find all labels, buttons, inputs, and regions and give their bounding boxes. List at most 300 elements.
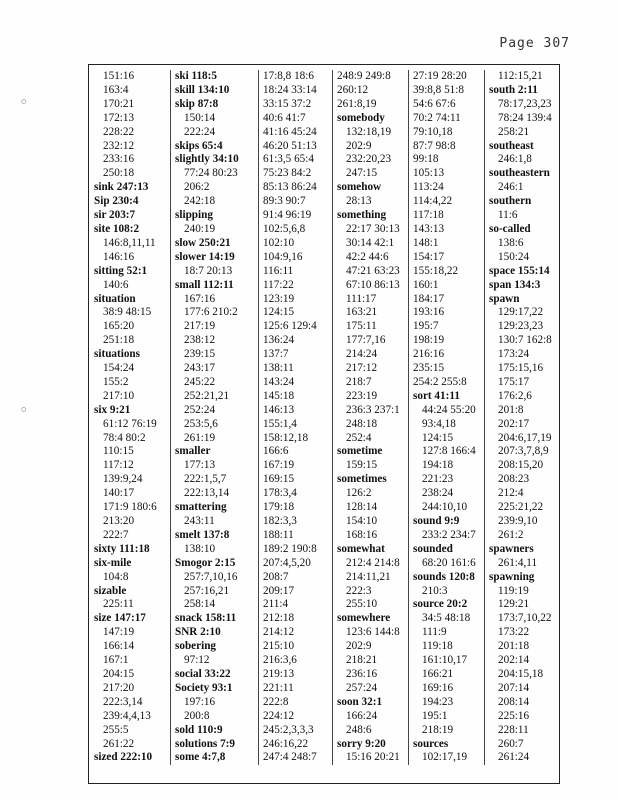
page-reference: 116:11 [263,264,294,277]
page-reference: 253:5,6 [184,417,218,430]
page-reference: 212:4 [498,487,524,500]
page-reference: 41:16 45:24 [263,125,317,138]
page-reference: 247:4 248:7 [263,751,317,764]
page-reference: 254:2 255:8 [413,375,467,388]
index-term: south 2:11 [489,83,538,96]
page-reference: 239:15 [184,348,216,361]
page-reference: 207:3,7,8,9 [498,445,549,458]
page-reference: 30:14 42:1 [346,236,395,249]
page-reference: 209:17 [263,584,295,597]
page-reference: 208:14 [498,695,530,708]
page-reference: 248:18 [346,417,378,430]
page-reference: 165:20 [103,320,135,333]
page-reference: 18:7 20:13 [184,264,233,277]
index-term: soon 32:1 [337,695,383,708]
page-reference: 160:1 [413,278,439,291]
page-reference: 129:23,23 [498,320,544,333]
page-reference: 182:3,3 [263,515,297,527]
page-reference: 154:24 [103,362,135,375]
page-reference: 232:20,23 [346,153,392,166]
page-reference: 236:16 [346,667,378,680]
index-term: somewhat [337,542,385,555]
page-reference: 150:14 [184,111,216,124]
page-reference: 211:4 [263,598,289,611]
index-term: southeast [489,139,534,152]
page-reference: 239:9,10 [498,515,538,527]
index-term: six-mile [94,556,132,569]
page-reference: 166:24 [346,709,378,722]
page-reference: 159:15 [346,459,378,472]
page-reference: 221:11 [263,681,294,694]
page-reference: 261:22 [103,737,135,750]
index-term: sort 41:11 [413,389,460,402]
page-reference: 27:19 28:20 [413,70,467,82]
page-reference: 104:8 [103,570,129,583]
page-reference: 201:8 [498,403,524,416]
page-reference: 206:2 [184,181,210,194]
page-reference: 218:7 [346,375,372,388]
page-reference: 232:12 [103,139,135,152]
page-reference: 143:13 [413,222,445,235]
page-reference: 225:21,22 [498,501,544,514]
page-reference: 102:10 [263,236,295,249]
index-term: spawners [489,542,534,555]
index-column [94,70,166,765]
page-reference: 139:9,24 [103,473,143,486]
page-reference: 173:7,10,22 [498,612,552,625]
page-reference: 244:10,10 [422,501,468,514]
page-reference: 34:5 48:18 [422,612,471,625]
page-reference: 252:24 [184,403,216,416]
index-term: space 155:14 [489,264,550,277]
page-reference: 246:1 [498,181,524,194]
page-reference: 208:7 [263,570,289,583]
page-reference: 15:16 20:21 [346,751,400,764]
page-reference: 166:21 [422,667,454,680]
page-reference: 143:24 [263,375,295,388]
page-reference: 136:24 [263,334,295,347]
page-reference: 44:24 55:20 [422,403,476,416]
page-reference: 222:3 [346,584,372,597]
page-reference: 140:17 [103,487,135,500]
page-reference: 216:3,6 [263,654,297,667]
page-reference: 200:8 [184,709,210,722]
index-term: Sip 230:4 [94,195,139,208]
page-reference: 78:17,23,23 [498,97,552,110]
index-term: slow 250:21 [175,236,231,249]
page-reference: 257:7,10,16 [184,570,238,583]
page-reference: 204:6,17,19 [498,431,552,444]
page-reference: 238:12 [184,334,216,347]
page-reference: 246:1,8 [498,153,532,166]
page-reference: 184:17 [413,292,445,305]
page-reference: 166:6 [263,445,289,458]
index-term: six 9:21 [94,403,131,416]
page-reference: 112:15,21 [498,70,543,82]
index-term: social 33:22 [175,667,231,680]
page-reference: 242:18 [184,195,216,208]
index-term: sometimes [337,473,387,486]
page-reference: 217:10 [103,389,135,402]
page-reference: 260:7 [498,737,524,750]
page-reference: 198:19 [413,334,445,347]
page-reference: 124:15 [263,306,295,319]
punch-mark: ⸰ [20,403,28,418]
page-reference: 258:14 [184,598,216,611]
index-term: snack 158:11 [175,612,237,625]
page-reference: 216:16 [413,348,445,361]
page-reference: 252:21,21 [184,389,230,402]
page-reference: 194:18 [422,459,454,472]
index-term: Smogor 2:15 [175,556,236,569]
page-reference: 261:2 [498,528,524,541]
index-term: skips 65:4 [175,139,223,152]
page-reference: 214:12 [263,626,295,639]
index-term: sometime [337,445,383,458]
index-term: somehow [337,181,382,194]
page-reference: 70:2 74:11 [413,111,461,124]
page-reference: 91:4 96:19 [263,209,312,222]
index-term: sink 247:13 [94,181,149,194]
page-reference: 243:17 [184,362,216,375]
index-term: sorry 9:20 [337,737,386,750]
page-reference: 222:24 [184,125,216,138]
page-reference: 250:18 [103,167,135,180]
page-reference: 22:17 30:13 [346,222,400,235]
index-term: spawn [489,292,520,305]
index-term: sizable [94,584,127,597]
page-reference: 150:24 [498,250,530,263]
page-reference: 102:5,6,8 [263,222,306,235]
page-reference: 236:3 237:1 [346,403,400,416]
page-reference: 208:23 [498,473,530,486]
page-reference: 140:6 [103,278,129,291]
page-reference: 132:18,19 [346,125,392,138]
page-reference: 138:10 [184,542,216,555]
page-reference: 212:18 [263,612,295,625]
page-reference: 171:9 180:6 [103,501,157,514]
index-term: Society 93:1 [175,681,233,694]
page-reference: 219:13 [263,667,295,680]
page-reference: 217:12 [346,362,378,375]
page-reference: 261:4,11 [498,556,538,569]
index-term: sobering [175,640,217,653]
index-term: solutions 7:9 [175,737,235,750]
index-term: so-called [489,222,531,235]
index-term: sitting 52:1 [94,264,148,277]
page-reference: 68:20 161:6 [422,556,476,569]
page-reference: 194:23 [422,695,454,708]
page-reference: 207:14 [498,681,530,694]
page-reference: 155:18,22 [413,264,459,277]
page-reference: 46:20 51:13 [263,139,317,152]
index-term: slower 14:19 [175,250,235,263]
index-term: slightly 34:10 [175,153,239,166]
index-term: sold 110:9 [175,723,223,736]
page-reference: 123:19 [263,292,295,305]
page-reference: 222:8 [263,695,289,708]
page-reference: 39:8,8 51:8 [413,83,464,96]
page-reference: 161:10,17 [422,654,468,667]
page-reference: 258:21 [498,125,530,138]
page-reference: 248:9 249:8 [337,70,391,82]
page-reference: 255:10 [346,598,378,611]
page-reference: 176:2,6 [498,389,532,402]
page-reference: 245:22 [184,375,216,388]
index-term: sound 9:9 [413,515,460,527]
page-reference: 128:14 [346,501,378,514]
page-reference: 129:21 [498,598,530,611]
index-term: span 134:3 [489,278,541,291]
index-column [484,70,559,765]
page-reference: 228:11 [498,723,529,736]
page-reference: 197:16 [184,695,216,708]
page-reference: 243:11 [184,515,215,527]
page-reference: 245:2,3,3,3 [263,723,314,736]
page-reference: 85:13 86:24 [263,181,317,194]
page-reference: 210:3 [422,584,448,597]
index-term: sounds 120:8 [413,570,475,583]
page-reference: 67:10 86:13 [346,278,400,291]
page-reference: 233:2 234:7 [422,528,476,541]
page-reference: 177:13 [184,459,216,472]
page-reference: 257:24 [346,681,378,694]
index-term: small 112:11 [175,278,234,291]
page-reference: 222:1,5,7 [184,473,227,486]
index-term: smaller [175,445,211,458]
page-reference: 93:4,18 [422,417,456,430]
page-reference: 240:19 [184,222,216,235]
index-term: somebody [337,111,385,124]
page-reference: 204:15,18 [498,667,544,680]
page-reference: 111:17 [346,292,377,305]
page-reference: 104:9,16 [263,250,303,263]
page-reference: 252:4 [346,431,372,444]
page-reference: 28:13 [346,195,372,208]
index-term: SNR 2:10 [175,626,221,639]
page-number: Page 307 [499,36,570,51]
page-reference: 261:24 [498,751,530,764]
page-reference: 175:15,16 [498,362,544,375]
page-reference: 87:7 98:8 [413,139,456,152]
page-reference: 202:14 [498,654,530,667]
page-reference: 47:21 63:23 [346,264,400,277]
index-term: sir 203:7 [94,209,136,222]
page-reference: 202:9 [346,640,372,653]
page-reference: 125:6 129:4 [263,320,317,333]
page-reference: 214:11,21 [346,570,391,583]
page-reference: 222:7 [103,528,129,541]
page-reference: 167:16 [184,292,216,305]
page-reference: 154:17 [413,250,445,263]
page-reference: 251:18 [103,334,135,347]
page-reference: 127:8 166:4 [422,445,476,458]
page-reference: 217:19 [184,320,216,333]
page-reference: 17:8,8 18:6 [263,70,314,82]
index-term: situation [94,292,136,305]
page-reference: 117:22 [263,278,294,291]
index-term: slipping [175,209,213,222]
page-reference: 119:19 [498,584,529,597]
page-reference: 213:20 [103,515,135,527]
page-reference: 166:14 [103,640,135,653]
index-term: ski 118:5 [175,70,217,82]
page-reference: 233:16 [103,153,135,166]
page-reference: 117:12 [103,459,134,472]
page-reference: 154:10 [346,515,378,527]
index-term: skill 134:10 [175,83,230,96]
page-reference: 235:15 [413,362,445,375]
index-term: sized 222:10 [94,751,153,764]
index-term: source 20:2 [413,598,468,611]
page-reference: 89:3 90:7 [263,195,306,208]
page-reference: 212:4 214:8 [346,556,400,569]
page-reference: 146:16 [103,250,135,263]
page-reference: 78:4 80:2 [103,431,146,444]
page-reference: 75:23 84:2 [263,167,312,180]
page-reference: 130:7 162:8 [498,334,552,347]
page-reference: 79:10,18 [413,125,453,138]
index-term: something [337,209,387,222]
page-reference: 177:6 210:2 [184,306,238,319]
page-reference: 222:13,14 [184,487,230,500]
page-reference: 261:8,19 [337,97,377,110]
page-reference: 77:24 80:23 [184,167,238,180]
index-column [170,70,259,765]
page-reference: 177:7,16 [346,334,386,347]
page-reference: 40:6 41:7 [263,111,306,124]
page-reference: 147:19 [103,626,135,639]
page-reference: 114:4,22 [413,195,453,208]
page-reference: 223:19 [346,389,378,402]
page-reference: 217:20 [103,681,135,694]
page-reference: 138:6 [498,236,524,249]
page-reference: 111:9 [422,626,447,639]
page-reference: 218:21 [346,654,378,667]
page-reference: 42:2 44:6 [346,250,389,263]
page-reference: 188:11 [263,528,294,541]
page-reference: 163:21 [346,306,378,319]
page-reference: 33:15 37:2 [263,97,312,110]
page-reference: 61:12 76:19 [103,417,157,430]
page-reference: 146:8,11,11 [103,236,156,249]
page-reference: 167:1 [103,654,129,667]
page-reference: 175:11 [346,320,377,333]
page-reference: 225:11 [103,598,134,611]
index-term: smelt 137:8 [175,528,230,541]
index-term: smattering [175,501,227,514]
page-reference: 202:17 [498,417,530,430]
page-reference: 189:2 190:8 [263,542,317,555]
page-reference: 178:3,4 [263,487,297,500]
page-reference: 195:7 [413,320,439,333]
page-reference: 208:15,20 [498,459,544,472]
page-reference: 257:16,21 [184,584,230,597]
page-reference: 148:1 [413,236,439,249]
index-term: some 4:7,8 [175,751,226,764]
page-reference: 169:15 [263,473,295,486]
page-reference: 228:22 [103,125,135,138]
page-reference: 215:10 [263,640,295,653]
page-reference: 18:24 33:14 [263,83,317,96]
page-reference: 105:13 [413,167,445,180]
page-reference: 11:6 [498,209,518,222]
page-reference: 129:17,22 [498,306,544,319]
page-reference: 204:15 [103,667,135,680]
index-term: sources [413,737,449,750]
index-term: spawning [489,570,535,583]
index-term: situations [94,348,141,361]
page-reference: 126:2 [346,487,372,500]
index-term: size 147:17 [94,612,146,625]
page-reference: 173:24 [498,348,530,361]
page-reference: 201:18 [498,640,530,653]
page-reference: 61:3,5 65:4 [263,153,314,166]
page-reference: 168:16 [346,528,378,541]
page-reference: 218:19 [422,723,454,736]
index-column [332,70,409,765]
page-reference: 119:18 [422,640,453,653]
page-reference: 78:24 139:4 [498,111,552,124]
page-reference: 113:24 [413,181,444,194]
page-reference: 137:7 [263,348,289,361]
page-reference: 239:4,4,13 [103,709,151,722]
page-reference: 158:12,18 [263,431,309,444]
page-reference: 138:11 [263,362,294,375]
page-reference: 224:12 [263,709,295,722]
page-reference: 99:18 [413,153,439,166]
page-reference: 38:9 48:15 [103,306,152,319]
punch-mark: ⸰ [20,95,28,110]
page-reference: 261:19 [184,431,216,444]
index-column [408,70,485,765]
index-term: southeastern [489,167,550,180]
page-reference: 248:6 [346,723,372,736]
page-reference: 155:1,4 [263,417,297,430]
index-term: site 108:2 [94,222,140,235]
page-reference: 163:4 [103,83,129,96]
page-reference: 207:4,5,20 [263,556,311,569]
page-reference: 172:13 [103,111,135,124]
page-reference: 170:21 [103,97,135,110]
page-reference: 110:15 [103,445,134,458]
index-term: skip 87:8 [175,97,219,110]
page-reference: 222:3,14 [103,695,143,708]
page-reference: 255:5 [103,723,129,736]
page-reference: 102:17,19 [422,751,468,764]
index-term: sixty 111:18 [94,542,150,555]
page-reference: 193:16 [413,306,445,319]
page-reference: 167:19 [263,459,295,472]
page-reference: 146:13 [263,403,295,416]
page-reference: 97:12 [184,654,210,667]
page-reference: 169:16 [422,681,454,694]
page-reference: 238:24 [422,487,454,500]
page-reference: 247:15 [346,167,378,180]
page-reference: 202:9 [346,139,372,152]
page-reference: 123:6 144:8 [346,626,400,639]
page-reference: 54:6 67:6 [413,97,456,110]
page-reference: 151:16 [103,70,135,82]
page-reference: 173:22 [498,626,530,639]
page-reference: 195:1 [422,709,448,722]
page-reference: 225:16 [498,709,530,722]
page-reference: 214:24 [346,348,378,361]
page-reference: 175:17 [498,375,530,388]
page-reference: 179:18 [263,501,295,514]
index-term: sounded [413,542,453,555]
index-term: somewhere [337,612,391,625]
